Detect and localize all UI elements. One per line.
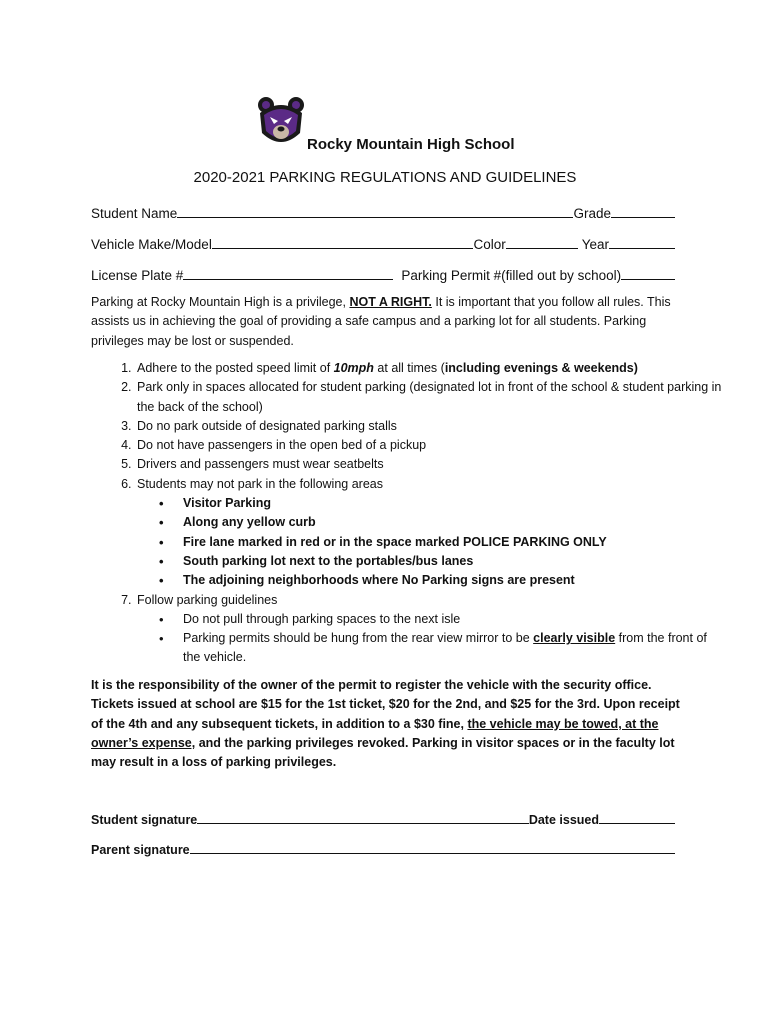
rule-item: 2. Park only in spaces allocated for student parking (designated lot in front of the school & student parking in the back of the school) <box>135 378 727 417</box>
student-signature-label: Student signature <box>91 813 198 827</box>
vehicle-label: Vehicle Make/Model <box>91 237 212 252</box>
rule-item: 5. Drivers and passengers must wear seatbelts <box>135 455 727 474</box>
bear-mascot-logo <box>254 95 308 149</box>
license-plate-field[interactable] <box>183 265 393 280</box>
license-plate-label: License Plate # <box>91 268 184 283</box>
student-signature-row <box>91 809 675 827</box>
page-title: 2020-2021 PARKING REGULATIONS AND GUIDELINES <box>193 169 577 186</box>
grade-field[interactable] <box>611 203 675 218</box>
speed-limit: 10mph <box>333 361 374 375</box>
parent-signature-row <box>91 839 675 857</box>
color-field[interactable] <box>506 234 578 249</box>
guidelines-list <box>137 610 727 668</box>
permit-label: Parking Permit #(filled out by school) <box>401 268 622 283</box>
list-item: • South parking lot next to the portables/bus lanes <box>181 552 727 571</box>
student-name-field[interactable] <box>177 203 573 218</box>
intro-text-rest: It is important that you follow all rules. This assists us in achieving the goal of providing a safe campus and a parking lot for all students. Parking privileges may be lost or suspended. <box>91 295 671 348</box>
date-issued-label: Date issued <box>528 813 599 827</box>
permit-field[interactable] <box>621 265 675 280</box>
parent-signature-label: Parent signature <box>91 843 190 857</box>
responsibility-paragraph: It is the responsibility of the owner of the permit to register the vehicle with the security office. Tickets issued at school are $15 for the 1st ticket, $20 for the 2nd, and $25 for the 3rd. Upon receipt of the 4th and any subsequent tickets, in addition to a $30 fine, the vehicle may be towed, at the owner’s expense, and the parking privileges revoked. Parking in visitor spaces or in the faculty lot may result in a loss of parking privileges. <box>91 678 680 770</box>
year-label: Year <box>581 237 609 252</box>
year-field[interactable] <box>609 234 675 249</box>
student-name-label: Student Name <box>91 206 178 221</box>
list-item: • Fire lane marked in red or in the space marked POLICE PARKING ONLY <box>181 533 727 552</box>
intro-text: Parking at Rocky Mountain High is a privilege, <box>91 295 350 309</box>
student-signature-field[interactable] <box>197 809 529 824</box>
restricted-areas-list <box>137 494 727 590</box>
list-item: • Parking permits should be hung from the rear view mirror to be clearly visible from the front of the vehicle. <box>181 629 727 668</box>
intro-emphasis: NOT A RIGHT. <box>349 295 432 309</box>
rule-item: 3. Do no park outside of designated parking stalls <box>135 417 727 436</box>
intro-paragraph <box>91 293 681 351</box>
date-issued-field[interactable] <box>599 809 675 824</box>
list-item: • Along any yellow curb <box>181 513 727 532</box>
school-name: Rocky Mountain High School <box>307 136 515 153</box>
clearly-visible-emphasis: clearly visible <box>533 631 616 646</box>
student-name-row <box>91 203 675 221</box>
vehicle-row <box>91 234 675 252</box>
rules-list <box>91 359 727 668</box>
parent-signature-field[interactable] <box>190 839 675 854</box>
towing-warning: the vehicle may be towed, at the owner’s expense, <box>91 716 659 750</box>
rule-item: 7. Follow parking guidelines • Do not pull through parking spaces to the next isle • Parking permits should be hung from the rear view mirror to be clearly visible from the front of the vehicle. <box>135 591 727 668</box>
color-label: Color <box>473 237 506 252</box>
list-item: • Visitor Parking <box>181 494 727 513</box>
rule-item: 1. Adhere to the posted speed limit of 10mph at all times (including evenings & weekends) <box>135 359 727 378</box>
grade-label: Grade <box>573 206 611 221</box>
list-item: • Do not pull through parking spaces to the next isle <box>181 610 727 629</box>
rule-item: 4. Do not have passengers in the open bed of a pickup <box>135 436 727 455</box>
vehicle-field[interactable] <box>212 234 474 249</box>
license-row <box>91 265 675 283</box>
list-item: • The adjoining neighborhoods where No Parking signs are present <box>181 571 727 590</box>
rule-item: 6. Students may not park in the following areas • Visitor Parking • Along any yellow curb • Fire lane marked in red or in the space marked POLICE PARKING ONLY • South parking lot next to the portables/bus lanes • The adjoining neighborhoods where No Parking signs are present <box>135 475 727 591</box>
